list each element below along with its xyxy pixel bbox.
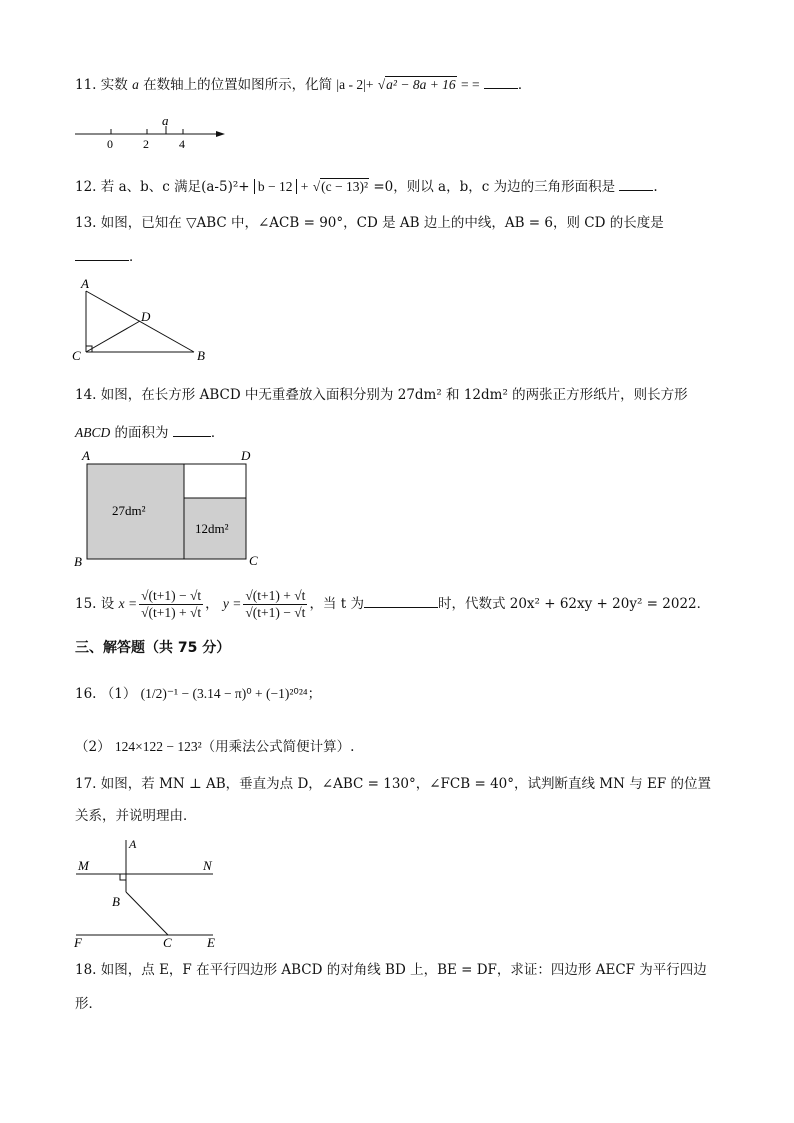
q11-tail: = =: [460, 77, 480, 92]
question-17-line2: [75, 806, 197, 826]
q16-number: 16.: [75, 686, 97, 702]
q13-text: 如图，已知在 ▽ABC 中，∠ACB = 90°，CD 是 AB 边上的中线，AB = 6，则 CD 的长度是: [100, 215, 664, 231]
number-line-point-a: a: [162, 113, 169, 128]
question-16-part2: [75, 737, 354, 757]
q18-number: 18.: [75, 962, 97, 978]
question-13: [75, 213, 664, 233]
q11-sqrt-sign: √: [377, 77, 386, 92]
q11-text-a: 实数: [100, 77, 128, 93]
q16-part1-expr: (1/2)⁻¹ − (3.14 − π)⁰ + (−1)²⁰²⁴；: [140, 686, 322, 701]
q15-x-denominator: √(t+1) + √t: [141, 605, 202, 620]
q13-answer-blank: [75, 246, 129, 261]
tick-label-2: 2: [143, 137, 149, 151]
q15-x-var: x =: [118, 596, 138, 611]
q14-text2: 的面积为: [114, 425, 169, 441]
q14-rect-name: ABCD: [75, 425, 111, 440]
q17-text2: 关系，并说明理由．: [75, 808, 197, 824]
q12-abs-expr: b − 12: [254, 179, 297, 194]
q15-x-fraction: [139, 588, 203, 621]
q15-comma: ，: [205, 596, 219, 612]
q15-number: 15.: [75, 596, 97, 612]
triangle-label-b: B: [197, 348, 205, 363]
q12-sqrt-sign: √: [312, 179, 321, 194]
q11-expr: |a - 2|+: [336, 77, 374, 92]
q11-var: a: [132, 77, 139, 92]
section-title: 三、解答题（共 75 分）: [75, 640, 231, 656]
question-12: [75, 176, 658, 197]
q11-text-b: 在数轴上的位置如图所示，化简: [143, 77, 333, 93]
question-11: [75, 74, 531, 95]
fig17-label-b: B: [112, 894, 120, 909]
fig17-label-n: N: [203, 858, 212, 873]
q17-number: 17.: [75, 776, 97, 792]
q16-part2-expr: 124×122 − 123²: [114, 739, 202, 754]
triangle-label-a: A: [81, 276, 89, 291]
q14-number: 14.: [75, 387, 97, 403]
fig17-label-m: M: [78, 858, 89, 873]
fig17-label-c: C: [163, 935, 172, 950]
triangle-label-d: D: [141, 309, 151, 324]
triangle-figure: [70, 276, 220, 368]
q12-number: 12.: [75, 179, 97, 195]
fig17-label-e: E: [207, 935, 215, 950]
triangle-label-c: C: [72, 348, 81, 363]
q15-text-a: 设: [100, 596, 115, 612]
q13-end: ．: [129, 249, 143, 265]
tick-label-0: 0: [107, 137, 113, 151]
rect-label-c: C: [249, 553, 258, 568]
fig17-label-a: A: [129, 837, 137, 851]
q15-y-numerator: √(t+1) + √t: [245, 588, 306, 603]
number-line-figure: [70, 112, 240, 154]
rect-label-a: A: [82, 448, 90, 463]
q15-y-denominator: √(t+1) − √t: [245, 605, 306, 620]
q11-number: 11.: [75, 77, 97, 93]
q12-radicand: (c − 13)²: [321, 179, 369, 194]
q18-text2: 形．: [75, 996, 102, 1012]
rect-label-d: D: [241, 448, 251, 463]
q15-y-fraction: [243, 588, 307, 621]
q15-answer-blank: [364, 593, 438, 608]
q14-text: 如图，在长方形 ABCD 中无重叠放入面积分别为 27dm² 和 12dm² 的两张正方形纸片，则长方形: [100, 387, 688, 403]
q15-y-var: y =: [222, 596, 242, 611]
q12-end: .: [653, 179, 658, 195]
q14-answer-blank: [173, 422, 211, 437]
big-square-area: 27dm²: [112, 503, 146, 518]
parallel-lines-figure: [70, 834, 230, 952]
q16-part2-note: （用乘法公式简便计算）.: [201, 739, 355, 755]
q12-answer-blank: [619, 176, 653, 191]
question-15: [75, 586, 710, 622]
q11-end: ．: [517, 77, 532, 93]
q11-answer-blank: [484, 74, 518, 89]
question-13-line2: [75, 246, 143, 267]
small-square-area: 12dm²: [195, 521, 229, 536]
q12-text-b: =0，则以 a，b，c 为边的三角形面积是: [373, 179, 616, 195]
fig17-label-f: F: [74, 935, 82, 950]
q12-plus: +: [300, 179, 309, 194]
question-16-part1: [75, 684, 321, 704]
q16-part2-label: （2）: [75, 739, 111, 755]
q15-x-numerator: √(t+1) − √t: [141, 588, 202, 603]
question-18-line2: [75, 994, 102, 1014]
rect-label-b: B: [74, 554, 82, 569]
q12-text-a: 若 a、b、c 满足(a-5)²+: [100, 179, 250, 195]
question-18: [75, 960, 707, 980]
q17-text: 如图，若 MN ⊥ AB，垂直为点 D，∠ABC = 130°，∠FCB = 40°，试判断直线 MN 与 EF 的位置: [100, 776, 712, 792]
q18-text: 如图，点 E，F 在平行四边形 ABCD 的对角线 BD 上，BE = DF，求证：四边形 AECF 为平行四边: [100, 962, 707, 978]
q13-number: 13.: [75, 215, 97, 231]
question-14: [75, 385, 688, 405]
q11-radicand: a² − 8a + 16: [386, 77, 456, 92]
q16-part1-label: （1）: [100, 686, 137, 702]
tick-label-4: 4: [179, 137, 185, 151]
q14-end: ．: [210, 425, 225, 441]
rectangle-squares-figure: [70, 446, 270, 570]
question-17: [75, 774, 711, 794]
q15-text-b: ，当 t 为: [309, 596, 364, 612]
q15-text-c: 时，代数式 20x² + 62xy + 20y² = 2022．: [437, 596, 711, 612]
question-14-line2: [75, 422, 224, 443]
